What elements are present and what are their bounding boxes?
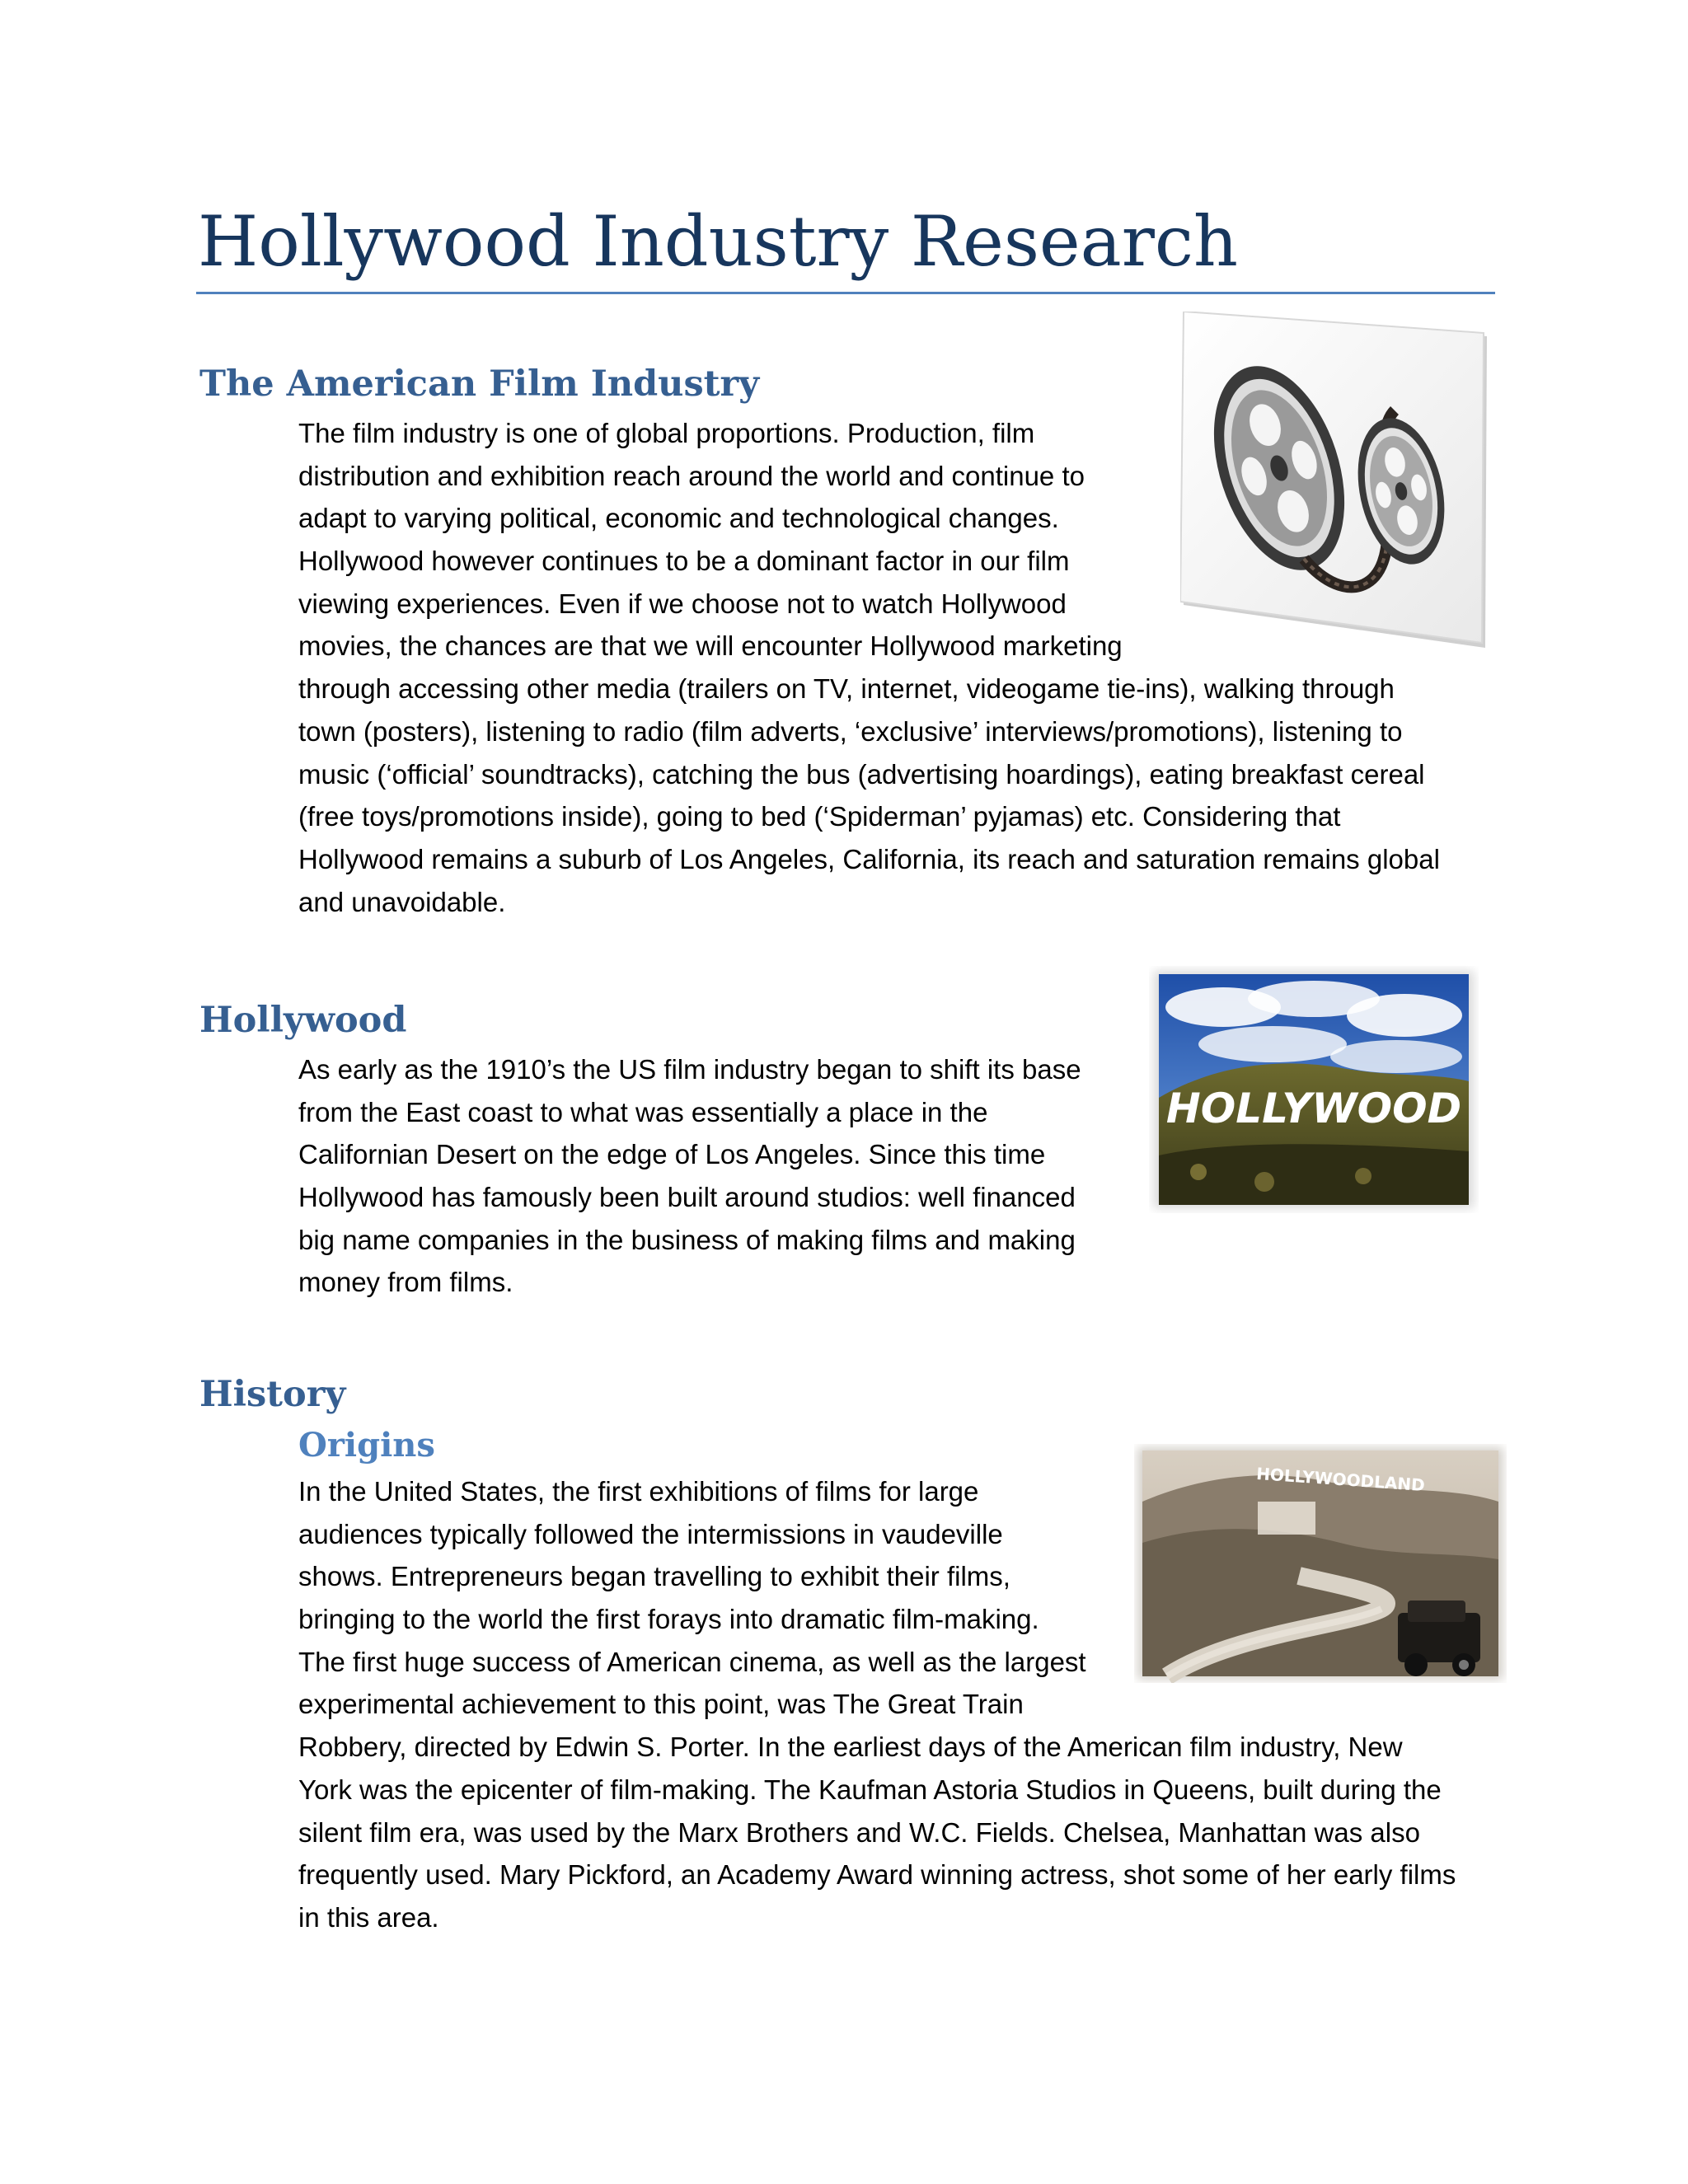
heading-american-film-industry: The American Film Industry	[199, 363, 760, 405]
text-line: Hollywood however continues to be a dominant factor in our film	[298, 546, 1070, 577]
text-line: The first huge success of American cinema, as well as the largest	[298, 1646, 1086, 1677]
text-line: silent film era, was used by the Marx Brothers and W.C. Fields. Chelsea, Manhattan was also	[298, 1816, 1420, 1848]
text-line: York was the epicenter of film-making. The Kaufman Astoria Studios in Queens, built during the	[298, 1774, 1442, 1805]
text-line: adapt to varying political, economic and technological changes.	[298, 503, 1059, 534]
text-line: frequently used. Mary Pickford, an Academy Award winning actress, shot some of her early films	[298, 1859, 1456, 1891]
text-line: Hollywood has famously been built around studios: well financed	[298, 1182, 1076, 1213]
text-line: town (posters), listening to radio (film adverts, ‘exclusive’ interviews/promotions), listening to	[298, 715, 1403, 747]
hollywood-sign-text: HOLLYWOOD	[1165, 1085, 1462, 1132]
text-line: from the East coast to what was essentially a place in the	[298, 1096, 988, 1127]
text-line: audiences typically followed the intermissions in vaudeville	[298, 1518, 1003, 1549]
text-line: Robbery, directed by Edwin S. Porter. In the earliest days of the American film industry, New	[298, 1732, 1403, 1763]
text-line: (free toys/promotions inside), going to bed (‘Spiderman’ pyjamas) etc. Considering that	[298, 801, 1341, 832]
title-underline	[196, 292, 1495, 294]
hollywood-sign-image	[1149, 966, 1479, 1213]
text-line: and unavoidable.	[298, 886, 506, 917]
text-line: music (‘official’ soundtracks), catching the bus (advertising hoardings), eating breakfast cereal	[298, 758, 1425, 790]
hollywoodland-sign-text: HOLLYWOODLAND	[1255, 1463, 1426, 1496]
paragraph-origins	[298, 1470, 1456, 1939]
text-line: big name companies in the business of making films and making	[298, 1224, 1076, 1255]
text-line: viewing experiences. Even if we choose not to watch Hollywood	[298, 588, 1067, 619]
text-line: in this area.	[298, 1901, 439, 1933]
text-line: money from films.	[298, 1267, 513, 1298]
document-title: Hollywood Industry Research	[198, 201, 1239, 282]
text-line: bringing to the world the first forays into dramatic film-making.	[298, 1604, 1039, 1635]
text-line: movies, the chances are that we will encounter Hollywood marketing	[298, 630, 1123, 662]
heading-history: History	[199, 1374, 346, 1415]
heading-hollywood: Hollywood	[199, 1000, 407, 1041]
text-line: distribution and exhibition reach around the world and continue to	[298, 460, 1085, 491]
text-line: As early as the 1910’s the US film industry began to shift its base	[298, 1054, 1081, 1085]
subheading-origins: Origins	[298, 1426, 435, 1465]
text-line: experimental achievement to this point, was The Great Train	[298, 1689, 1024, 1720]
text-line: The film industry is one of global proportions. Production, film	[298, 418, 1035, 448]
text-line: In the United States, the first exhibitions of films for large	[298, 1476, 979, 1507]
text-line: through accessing other media (trailers on TV, internet, videogame tie-ins), walking through	[298, 673, 1395, 705]
text-line: Californian Desert on the edge of Los Angeles. Since this time	[298, 1139, 1046, 1170]
paragraph-american-film-industry	[298, 412, 1440, 923]
text-line: shows. Entrepreneurs began travelling to exhibit their films,	[298, 1561, 1010, 1592]
paragraph-hollywood	[298, 1048, 1081, 1304]
text-line: Hollywood remains a suburb of Los Angeles, California, its reach and saturation remains global	[298, 843, 1440, 874]
